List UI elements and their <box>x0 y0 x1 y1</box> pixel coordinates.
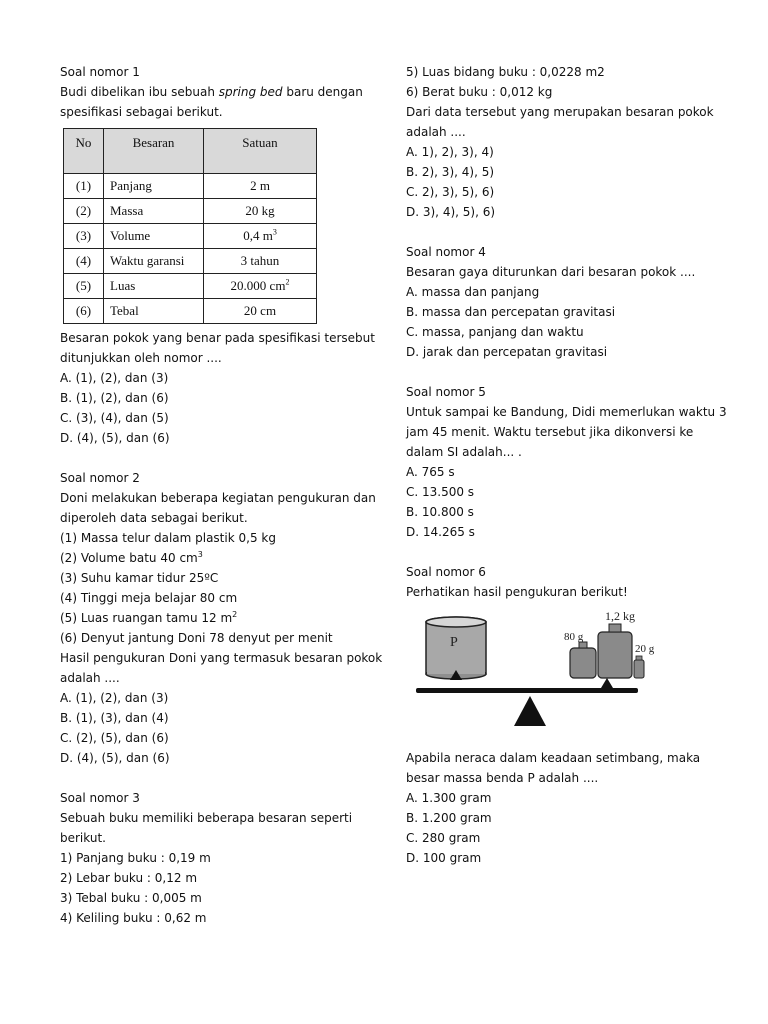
q3-item: 6) Berat buku : 0,012 kg <box>406 85 553 99</box>
q6-option-c: C. 280 gram <box>406 831 481 845</box>
table-row <box>64 274 317 299</box>
q4-option-b: B. massa dan percepatan gravitasi <box>406 305 616 319</box>
cell-besaran: Massa <box>104 199 204 224</box>
q6-intro: Perhatikan hasil pengukuran berikut! <box>406 585 628 599</box>
q6-title: Soal nomor 6 <box>406 565 486 579</box>
q5-option-d: D. 14.265 s <box>406 525 475 539</box>
object-p-label: P <box>450 635 458 650</box>
cell-satuan: 20 kg <box>204 199 317 224</box>
q2-intro: Doni melakukan beberapa kegiatan pengukuran dan <box>60 491 376 505</box>
balance-scale-figure <box>406 608 655 738</box>
q5-option-b: B. 10.800 s <box>406 505 474 519</box>
q4-option-a: A. massa dan panjang <box>406 285 540 299</box>
q2-question: Hasil pengukuran Doni yang termasuk besaran pokok <box>60 651 383 665</box>
q5-question: Untuk sampai ke Bandung, Didi memerlukan waktu 3 <box>406 405 727 419</box>
q1-intro-2: spesifikasi sebagai berikut. <box>60 105 223 119</box>
q2-item: (2) Volume batu 40 $cm^3$ <box>60 550 203 565</box>
col-header-besaran: Besaran <box>104 129 204 174</box>
cell-no: (2) <box>64 199 104 224</box>
cell-no: (6) <box>64 299 104 324</box>
q1-question: Besaran pokok yang benar pada spesifikasi tersebut <box>60 331 375 345</box>
weight-20g <box>634 656 644 678</box>
cell-no: (4) <box>64 249 104 274</box>
weight-1-2kg <box>598 624 632 678</box>
table-row <box>64 299 317 324</box>
balance-beam <box>416 688 638 693</box>
left-column <box>60 62 383 928</box>
cell-besaran: Luas <box>104 274 204 299</box>
cell-no: (3) <box>64 224 104 249</box>
cell-besaran: Volume <box>104 224 204 249</box>
col-header-satuan: Satuan <box>204 129 317 174</box>
q5-question-3: dalam SI adalah... . <box>406 445 522 459</box>
col-header-no: No <box>64 129 104 174</box>
weight-label-1-2kg: 1,2 kg <box>605 609 635 623</box>
q5-title: Soal nomor 5 <box>406 385 486 399</box>
fulcrum <box>514 696 546 726</box>
q6-question: Apabila neraca dalam keadaan setimbang, maka <box>406 751 701 765</box>
q2-item: (5) Luas ruangan tamu 12 $m^2$ <box>60 610 238 625</box>
q3-item: 4) Keliling buku : 0,62 m <box>60 911 207 925</box>
spec-table <box>63 128 317 324</box>
q2-item: (1) Massa telur dalam plastik 0,5 kg <box>60 531 276 545</box>
weight-80g <box>570 642 596 678</box>
q3-item: 2) Lebar buku : 0,12 m <box>60 871 198 885</box>
q2-item: (3) Suhu kamar tidur 25ºC <box>60 571 219 585</box>
q3-question-2: adalah .... <box>406 125 466 139</box>
q2-intro-2: diperoleh data sebagai berikut. <box>60 511 248 525</box>
cell-besaran: Tebal <box>104 299 204 324</box>
q2-question-2: adalah .... <box>60 671 120 685</box>
cell-no: (1) <box>64 174 104 199</box>
q5-question-2: jam 45 menit. Waktu tersebut jika dikonversi ke <box>406 425 694 439</box>
q5-option-c: C. 13.500 s <box>406 485 475 499</box>
q3-option-d: D. 3), 4), 5), 6) <box>406 205 496 219</box>
q1-option-d: D. (4), (5), dan (6) <box>60 431 170 445</box>
right-pan-support <box>601 678 613 688</box>
q3-question: Dari data tersebut yang merupakan besaran pokok <box>406 105 714 119</box>
table-row <box>64 199 317 224</box>
cell-satuan: 20.000 $cm^2$ <box>204 274 317 299</box>
q4-option-c: C. massa, panjang dan waktu <box>406 325 584 339</box>
q1-intro: Budi dibelikan ibu sebuah spring bed baru dengan <box>60 85 363 99</box>
q2-option-b: B. (1), (3), dan (4) <box>60 711 169 725</box>
q5-option-a: A. 765 s <box>406 465 455 479</box>
weight-label-20g: 20 g <box>635 643 655 655</box>
cell-satuan: 0,4 $m^3$ <box>204 224 317 249</box>
table-header-row <box>64 129 317 174</box>
q1-question-2: ditunjukkan oleh nomor .... <box>60 351 222 365</box>
cell-besaran: Waktu garansi <box>104 249 204 274</box>
q1-option-c: C. (3), (4), dan (5) <box>60 411 169 425</box>
q3-option-b: B. 2), 3), 4), 5) <box>406 165 495 179</box>
q2-option-a: A. (1), (2), dan (3) <box>60 691 169 705</box>
q1-option-a: A. (1), (2), dan (3) <box>60 371 169 385</box>
cell-no: (5) <box>64 274 104 299</box>
q4-title: Soal nomor 4 <box>406 245 486 259</box>
table-row <box>64 174 317 199</box>
q4-option-d: D. jarak dan percepatan gravitasi <box>406 345 608 359</box>
q6-option-b: B. 1.200 gram <box>406 811 492 825</box>
q2-option-d: D. (4), (5), dan (6) <box>60 751 170 765</box>
table-row <box>64 249 317 274</box>
q3-item: 1) Panjang buku : 0,19 m <box>60 851 211 865</box>
q1-title: Soal nomor 1 <box>60 65 140 79</box>
q6-question-2: besar massa benda P adalah .... <box>406 771 599 785</box>
q3-intro: Sebuah buku memiliki beberapa besaran seperti <box>60 811 353 825</box>
q1-option-b: B. (1), (2), dan (6) <box>60 391 169 405</box>
weight-label-80g: 80 g <box>564 631 584 643</box>
q2-item: (4) Tinggi meja belajar 80 cm <box>60 591 238 605</box>
q3-item: 3) Tebal buku : 0,005 m <box>60 891 202 905</box>
q6-option-a: A. 1.300 gram <box>406 791 492 805</box>
cell-besaran: Panjang <box>104 174 204 199</box>
cell-satuan: 2 m <box>204 174 317 199</box>
q2-item: (6) Denyut jantung Doni 78 denyut per menit <box>60 631 333 645</box>
q3-title: Soal nomor 3 <box>60 791 140 805</box>
q3-option-c: C. 2), 3), 5), 6) <box>406 185 495 199</box>
cell-satuan: 20 cm <box>204 299 317 324</box>
q2-title: Soal nomor 2 <box>60 471 140 485</box>
right-column <box>406 62 727 868</box>
q3-intro-2: berikut. <box>60 831 106 845</box>
table-row <box>64 224 317 249</box>
cylinder-object-p <box>426 617 486 679</box>
q3-item: 5) Luas bidang buku : 0,0228 m2 <box>406 65 605 79</box>
q4-question: Besaran gaya diturunkan dari besaran pokok .... <box>406 265 696 279</box>
q6-option-d: D. 100 gram <box>406 851 482 865</box>
q3-option-a: A. 1), 2), 3), 4) <box>406 145 494 159</box>
cell-satuan: 3 tahun <box>204 249 317 274</box>
q2-option-c: C. (2), (5), dan (6) <box>60 731 169 745</box>
